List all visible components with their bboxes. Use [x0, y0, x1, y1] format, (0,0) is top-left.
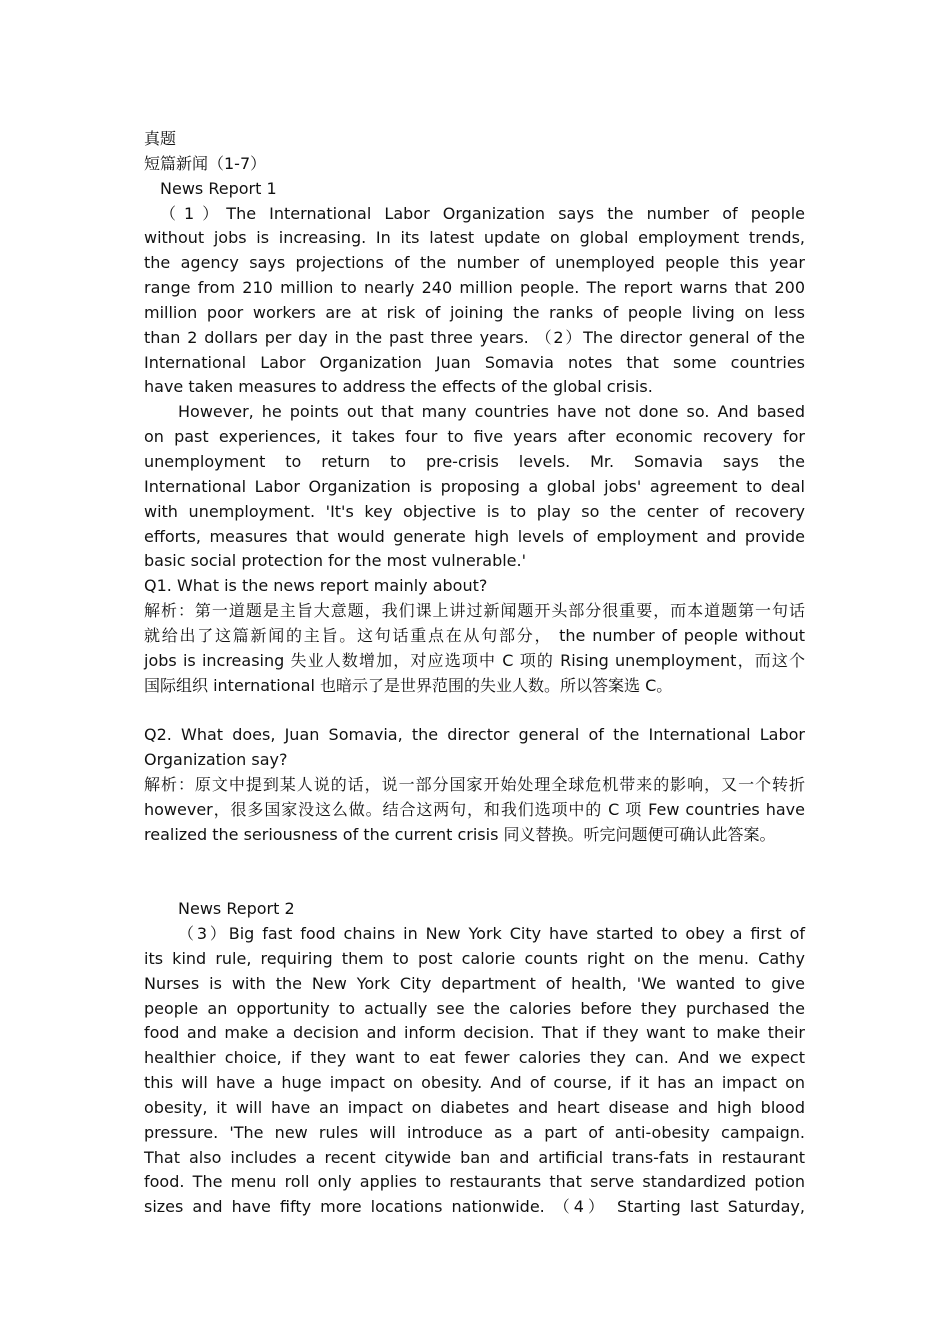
- report-2-line: （3）Big fast food chains in New York City have started to obey a first of: [178, 924, 805, 943]
- spacer: [144, 847, 805, 897]
- question-2: [144, 723, 805, 773]
- question-2-line: Organization say?: [144, 750, 288, 770]
- spacer: [144, 698, 805, 723]
- report-2-line: people an opportunity to actually see the calories before they purchased the: [144, 998, 805, 1018]
- analysis-line: however，很多国家没这么做。结合这两句，和我们选项中的 C 项 Few countries have: [144, 799, 805, 819]
- report-2-line: healthier choice, if they want to eat fewer calories they can. And we expect: [144, 1048, 805, 1068]
- report-2-line: Nurses is with the New York City department of health, 'We wanted to give: [144, 973, 805, 993]
- report-1-line: （1）The International Labor Organization says the number of people: [160, 203, 805, 223]
- report-1-line: million poor workers are at risk of joining the ranks of people living on less: [144, 302, 805, 322]
- report-1-line: without jobs is increasing. In its latest update on global employment trends,: [144, 228, 805, 248]
- document-page: [144, 127, 805, 1220]
- report-1-line: have taken measures to address the effects of the global crisis.: [144, 377, 653, 397]
- question-1-analysis: [144, 599, 805, 698]
- report-1-line: basic social protection for the most vulnerable.': [144, 551, 526, 571]
- report-1-line: efforts, measures that would generate high levels of employment and provide: [144, 526, 805, 546]
- report-1-line: on past experiences, it takes four to five years after economic recovery for: [144, 427, 805, 447]
- report-2-title: News Report 2: [178, 899, 295, 919]
- analysis-line: 解析：原文中提到某人说的话，说一部分国家开始处理全球危机带来的影响，又一个转折: [144, 774, 805, 794]
- report-1-line: the agency says projections of the number of unemployed people this year: [144, 253, 805, 273]
- report-2-line: obesity, it will have an impact on diabetes and heart disease and high blood: [144, 1097, 805, 1117]
- report-2-line: food. The menu roll only applies to restaurants that serve standardized potion: [144, 1172, 805, 1192]
- analysis-line: 解析：第一道题是主旨大意题，我们课上讲过新闻题开头部分很重要，而本道题第一句话: [144, 601, 805, 621]
- report-1-line: However, he points out that many countries have not done so. And based: [178, 402, 805, 422]
- analysis-line: 就给出了这篇新闻的主旨。这句话重点在从句部分， the number of people without: [144, 625, 805, 645]
- report-1-line: International Labor Organization is proposing a global jobs' agreement to deal: [144, 476, 805, 496]
- heading: 真题: [144, 129, 177, 148]
- report-1-body: [144, 202, 805, 575]
- section-title: 短篇新闻（1-7）: [144, 153, 267, 173]
- question-2-analysis: [144, 773, 805, 848]
- question-1: Q1. What is the news report mainly about?: [144, 576, 488, 596]
- report-2-line: this will have a huge impact on obesity. And of course, if it has an impact on: [144, 1073, 805, 1093]
- report-1-line: with unemployment. 'It's key objective is to play so the center of recovery: [144, 501, 805, 521]
- report-2-line: That also includes a recent citywide ban and artificial trans-fats in restaurant: [144, 1147, 805, 1167]
- report-2-body: [144, 922, 805, 1220]
- analysis-line: jobs is increasing 失业人数增加，对应选项中 C 项的 Rising unemployment，而这个: [144, 650, 805, 670]
- report-2-line: food and make a decision and inform decision. That if they want to make their: [144, 1023, 805, 1043]
- report-2-line: pressure. 'The new rules will introduce as a part of anti-obesity campaign.: [144, 1122, 805, 1142]
- report-1-title: News Report 1: [160, 178, 277, 198]
- question-2-line: Q2. What does, Juan Somavia, the director general of the International Labor: [144, 725, 805, 745]
- report-1-line: than 2 dollars per day in the past three years. （2）The director general of the: [144, 327, 805, 347]
- analysis-line: realized the seriousness of the current crisis 同义替换。听完问题便可确认此答案。: [144, 824, 776, 844]
- report-2-line: sizes and have fifty more locations nationwide. （4） Starting last Saturday,: [144, 1197, 805, 1217]
- report-1-line: unemployment to return to pre-crisis levels. Mr. Somavia says the: [144, 451, 805, 471]
- analysis-line: 国际组织 international 也暗示了是世界范围的失业人数。所以答案选 C。: [144, 675, 673, 695]
- report-1-line: International Labor Organization Juan Somavia notes that some countries: [144, 352, 805, 372]
- report-1-line: range from 210 million to nearly 240 million people. The report warns that 200: [144, 278, 805, 298]
- report-2-line: its kind rule, requiring them to post calorie counts right on the menu. Cathy: [144, 948, 805, 968]
